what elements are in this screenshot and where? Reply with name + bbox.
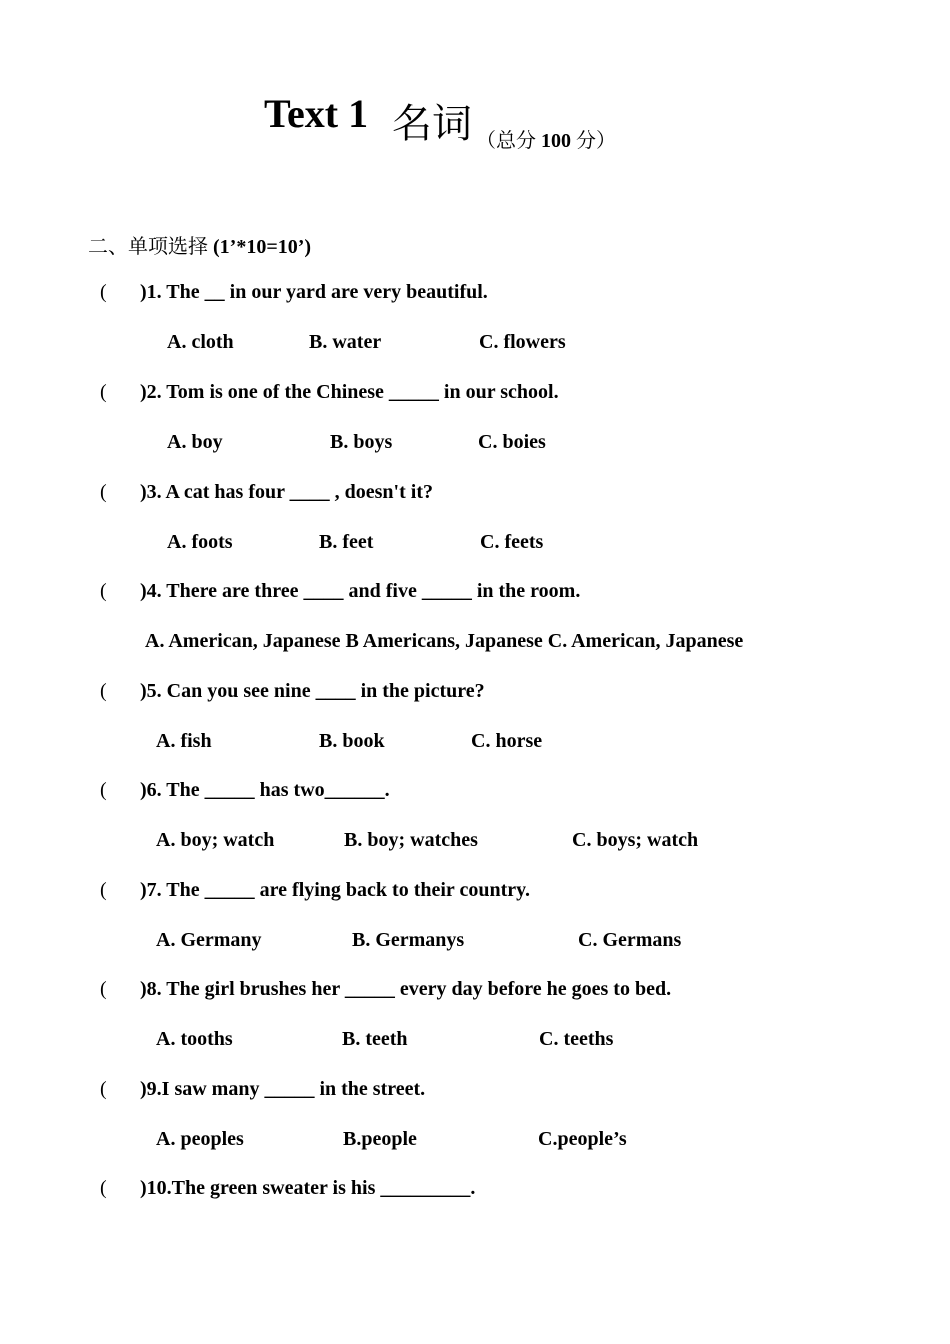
question-8-text: )8. The girl brushes her _____ every day before he goes to bed.: [140, 978, 672, 1000]
question-1-option-b: B. water: [309, 331, 382, 353]
question-3-option-b: B. feet: [319, 531, 374, 553]
question-7: [100, 879, 107, 902]
section-heading: [88, 230, 311, 259]
question-2: [100, 381, 107, 404]
question-1-option-c: C. flowers: [479, 331, 566, 353]
question-5-option-b: B. book: [319, 730, 385, 752]
question-6-option-a: A. boy; watch: [156, 829, 275, 851]
total-score: [476, 124, 616, 153]
question-6: [100, 779, 107, 802]
answer-blank-open: (: [100, 779, 107, 801]
question-3-option-c: C. feets: [480, 531, 544, 553]
answer-blank-open: (: [100, 680, 107, 702]
question-10: [100, 1177, 107, 1200]
question-5-option-c: C. horse: [471, 730, 543, 752]
question-1-text: )1. The __ in our yard are very beautiful.: [140, 281, 488, 303]
question-7-option-a: A. Germany: [156, 929, 262, 951]
question-3-text: )3. A cat has four ____ , doesn't it?: [140, 481, 433, 503]
section-label: 二、单项选择: [88, 236, 208, 258]
question-9-option-c: C.people’s: [538, 1128, 627, 1150]
question-7-option-b: B. Germanys: [352, 929, 465, 951]
answer-blank-open: (: [100, 879, 107, 901]
section-score: (1’*10=10’): [213, 236, 312, 258]
question-4-options: A. American, Japanese B Americans, Japanese C. American, Japanese: [145, 630, 744, 652]
question-7-option-c: C. Germans: [578, 929, 682, 951]
question-9-option-a: A. peoples: [156, 1128, 244, 1150]
question-6-text: )6. The _____ has two______.: [140, 779, 390, 801]
question-6-option-b: B. boy; watches: [344, 829, 478, 851]
answer-blank-open: (: [100, 481, 107, 503]
question-4: [100, 580, 107, 603]
question-10-text: )10.The green sweater is his _________.: [140, 1177, 476, 1199]
question-8-option-c: C. teeths: [539, 1028, 614, 1050]
question-5-text: )5. Can you see nine ____ in the picture?: [140, 680, 485, 702]
answer-blank-open: (: [100, 1078, 107, 1100]
question-2-option-a: A. boy: [167, 431, 223, 453]
answer-blank-open: (: [100, 381, 107, 403]
answer-blank-open: (: [100, 281, 107, 303]
question-8-option-a: A. tooths: [156, 1028, 233, 1050]
question-8-option-b: B. teeth: [342, 1028, 408, 1050]
question-1: [100, 281, 107, 304]
question-9: [100, 1078, 107, 1101]
question-1-option-a: A. cloth: [167, 331, 234, 353]
title-english: Text 1: [264, 91, 369, 136]
title-chinese: 名词: [392, 101, 472, 147]
question-7-text: )7. The _____ are flying back to their country.: [140, 879, 530, 901]
total-score-suffix: 分）: [571, 130, 616, 152]
total-score-value: 100: [541, 130, 571, 152]
answer-blank-open: (: [100, 1177, 107, 1199]
question-3-option-a: A. foots: [167, 531, 233, 553]
question-5: [100, 680, 107, 703]
question-2-option-b: B. boys: [330, 431, 393, 453]
question-8: [100, 978, 107, 1001]
question-9-option-b: B.people: [343, 1128, 417, 1150]
answer-blank-open: (: [100, 978, 107, 1000]
total-score-prefix: （总分: [476, 130, 541, 152]
question-4-text: )4. There are three ____ and five _____ in the room.: [140, 580, 581, 602]
question-9-text: )9.I saw many _____ in the street.: [140, 1078, 426, 1100]
question-2-text: )2. Tom is one of the Chinese _____ in our school.: [140, 381, 559, 403]
question-6-option-c: C. boys; watch: [572, 829, 699, 851]
question-5-option-a: A. fish: [156, 730, 212, 752]
answer-blank-open: (: [100, 580, 107, 602]
question-2-option-c: C. boies: [478, 431, 546, 453]
question-3: [100, 481, 107, 504]
